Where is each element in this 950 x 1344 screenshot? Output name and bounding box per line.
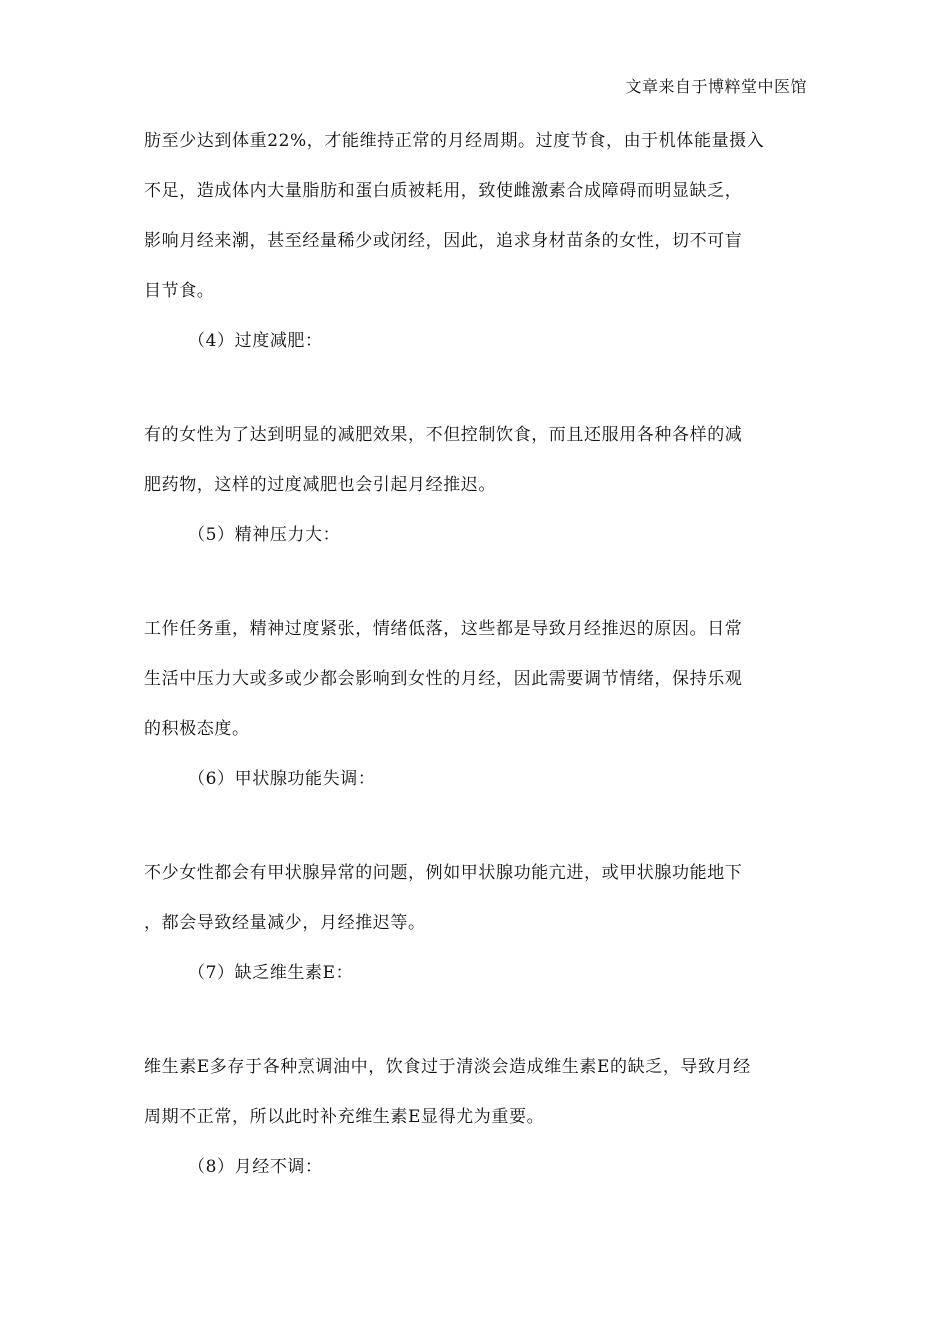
paragraph-stress <box>144 614 808 764</box>
paragraph-line: 的积极态度。 <box>144 719 250 739</box>
paragraph-line: 目节食。 <box>144 281 215 301</box>
paragraph-thyroid <box>144 858 808 958</box>
paragraph-line: 不足，造成体内大量脂肪和蛋白质被耗用，致使雌激素合成障碍而明显缺乏， <box>144 181 743 201</box>
section-heading-thyroid-dysfunction: （6）甲状腺功能失调： <box>188 769 376 789</box>
paragraph-line: 周期不正常，所以此时补充维生素E显得尤为重要。 <box>144 1107 545 1127</box>
section-heading-vitamin-e-deficiency: （7）缺乏维生素E： <box>188 963 354 983</box>
paragraph-line: 有的女性为了达到明显的减肥效果，不但控制饮食，而且还服用各种各样的减 <box>144 425 743 445</box>
paragraph-line: ，都会导致经量减少，月经推迟等。 <box>144 913 426 933</box>
document-body <box>144 126 808 1246</box>
paragraph-line: 生活中压力大或多或少都会影响到女性的月经，因此需要调节情绪，保持乐观 <box>144 669 743 689</box>
paragraph-dieting <box>144 126 808 326</box>
section-heading-irregular-menstruation: （8）月经不调： <box>188 1157 323 1177</box>
paragraph-line: 影响月经来潮，甚至经量稀少或闭经，因此，追求身材苗条的女性，切不可盲 <box>144 231 743 251</box>
paragraph-line: 肥药物，这样的过度减肥也会引起月经推迟。 <box>144 475 496 495</box>
paragraph-weight-loss <box>144 420 808 520</box>
section-heading-mental-stress: （5）精神压力大： <box>188 525 341 545</box>
paragraph-line: 肪至少达到体重22%，才能维持正常的月经周期。过度节食，由于机体能量摄入 <box>144 131 765 151</box>
paragraph-vitamin-e <box>144 1052 808 1152</box>
paragraph-line: 工作任务重，精神过度紧张，情绪低落，这些都是导致月经推迟的原因。日常 <box>144 619 743 639</box>
paragraph-line: 不少女性都会有甲状腺异常的问题，例如甲状腺功能亢进，或甲状腺功能地下 <box>144 863 743 883</box>
paragraph-line: 维生素E多存于各种烹调油中，饮食过于清淡会造成维生素E的缺乏，导致月经 <box>144 1057 751 1077</box>
page-header-source: 文章来自于博粹堂中医馆 <box>625 77 807 96</box>
section-heading-excessive-weight-loss: （4）过度减肥： <box>188 331 323 351</box>
